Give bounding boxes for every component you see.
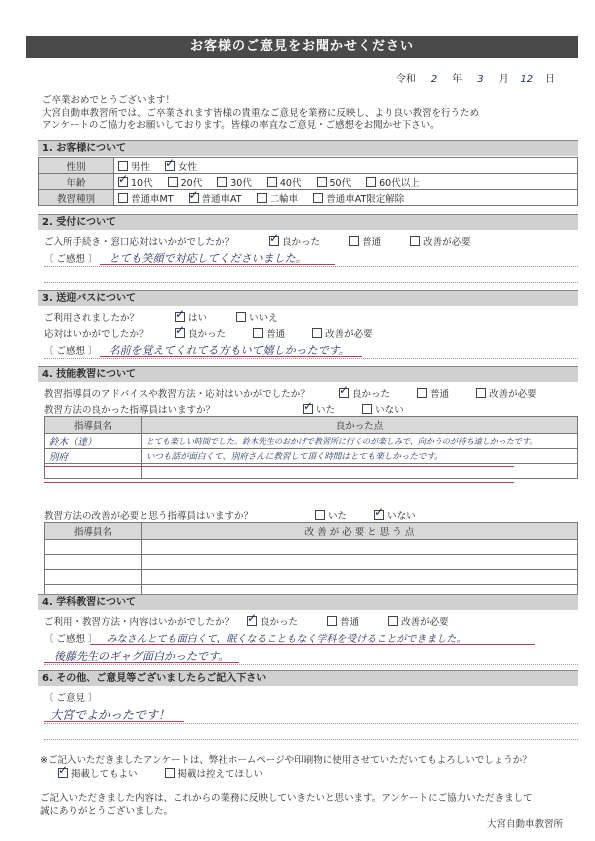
option-label: 掲載は控えてほしい (177, 769, 264, 780)
table-row (45, 449, 578, 464)
checkbox-checked[interactable] (118, 177, 128, 187)
option-label: いない (387, 511, 416, 522)
table-row (45, 434, 578, 449)
customer-table (38, 157, 578, 206)
section-heading-other: 6. その他、ご意見等ございましたらご記入下さい (38, 670, 578, 686)
option-yes[interactable] (315, 508, 347, 522)
closing-line: ご記入いただきました内容は、これからの業務に反映していきたいと思います。アンケートにご協力いただきまして (40, 793, 533, 804)
option-label: 50代 (329, 177, 352, 189)
option-50s[interactable] (317, 175, 352, 189)
option-male[interactable] (118, 159, 150, 173)
checkbox[interactable] (217, 177, 227, 187)
comment-label: 〔 ご意見 〕 (44, 693, 98, 704)
option-label: 10代 (131, 177, 153, 189)
question-text: ご入所手続き・窓口応対はいかがでしたか？ (44, 237, 235, 248)
option-label: 二輪車 (269, 193, 299, 205)
instructor-name[interactable] (45, 570, 142, 585)
question-text: 教習方法の良かった指導員はいますか？ (44, 405, 216, 416)
option-40s[interactable] (267, 175, 302, 189)
section-heading-academic: 4. 学科教習について (38, 594, 578, 610)
question-text: 教習方法の改善が必要と思う指導員はいますか？ (44, 511, 254, 522)
table-row (45, 570, 578, 585)
option-label: いた (316, 405, 336, 416)
row-age (39, 174, 578, 190)
comment-underline (100, 356, 362, 357)
age-options (114, 174, 578, 190)
option-no[interactable] (362, 402, 404, 416)
option-yes[interactable] (175, 310, 207, 324)
option-good[interactable] (247, 614, 298, 628)
closing-line: 誠にありがとうございました。 (40, 806, 174, 817)
section-heading-reception: 2. 受付について (38, 214, 578, 230)
intro-text (42, 95, 562, 133)
checkbox-checked[interactable] (175, 312, 185, 322)
organization-name: 大宮自動車教習所 (486, 819, 563, 830)
comment-underline (100, 264, 335, 265)
checkbox[interactable] (118, 193, 128, 203)
dotted-line (44, 266, 578, 267)
date-era: 令和 (395, 74, 416, 85)
checkbox[interactable] (317, 177, 327, 187)
option-yes[interactable] (303, 402, 335, 416)
academic-comment-1[interactable]: みなさんとても面白くて、眠くなることもなく学科を受けることができました。 (106, 634, 467, 645)
date-day-unit: 日 (545, 74, 555, 85)
date-line (396, 70, 555, 85)
dotted-line (44, 282, 578, 283)
option-label: 普通 (266, 329, 286, 340)
option-label: 改善が必要 (401, 617, 449, 628)
comment-label: 〔 ご感想 〕 (44, 346, 98, 357)
checkbox[interactable] (476, 388, 486, 398)
shuttle-q2-row (44, 326, 385, 340)
column-header: 良かった点 (142, 417, 578, 434)
academic-question-row (44, 614, 461, 628)
instructor-point[interactable]: とても楽しい時間でした。鈴木先生のおかげで教習所に行くのが楽しみで、向かうのが待ち遠しかったです。 (142, 434, 578, 449)
table-header (45, 417, 578, 434)
instructor-name[interactable] (45, 555, 142, 570)
improve-point[interactable] (142, 555, 578, 570)
checkbox[interactable] (388, 616, 398, 626)
option-label: 普通 (362, 237, 382, 248)
practical-q2-row (44, 402, 416, 416)
shuttle-q1-row (44, 310, 290, 324)
reception-question-row (44, 234, 483, 248)
option-label: 普通車MT (131, 193, 174, 205)
option-label: 良かった (282, 237, 321, 248)
option-label: 改善が必要 (489, 389, 537, 400)
option-label: はい (188, 313, 208, 324)
date-year-unit: 年 (452, 74, 463, 85)
option-label: 良かった (352, 389, 391, 400)
comment-underline (90, 644, 535, 645)
option-label: 普通車AT限定解除 (326, 193, 405, 205)
checkbox-checked[interactable] (339, 388, 349, 398)
age-label: 年齢 (39, 174, 114, 190)
date-month-unit: 月 (498, 74, 509, 85)
option-good[interactable] (269, 234, 320, 248)
checkbox[interactable] (315, 510, 325, 520)
instructor-name[interactable] (45, 540, 142, 555)
option-label: 掲載してもよい (71, 769, 138, 780)
publish-options (58, 766, 275, 780)
checkbox-checked[interactable] (269, 236, 279, 246)
checkbox[interactable] (366, 177, 376, 187)
other-comment[interactable]: 大宮でよかったです！ (50, 708, 171, 722)
question-text: ご利用されましたか？ (44, 313, 140, 324)
option-improve[interactable] (476, 386, 537, 400)
intro-line: アンケートのご協力をお願いしております。皆様の率直なご意見・ご感想をお聞かせ下さい。 (42, 120, 440, 131)
option-label: 20代 (180, 177, 203, 189)
option-improve[interactable] (312, 326, 373, 340)
date-day[interactable]: 12 (520, 74, 534, 85)
checkbox-checked[interactable] (247, 616, 257, 626)
column-header: 指導員名 (45, 417, 142, 434)
instructor-point[interactable]: いつも話が面白くて、別府さんに教習して頂く時間はとても楽しかったです。 (142, 449, 578, 464)
row-course (39, 190, 578, 206)
option-mt[interactable] (118, 191, 174, 205)
column-header: 改 善 が 必 要 と 思 う 点 (142, 523, 578, 540)
option-label: 普通車AT (201, 193, 242, 205)
improve-point[interactable] (142, 570, 578, 585)
comment-underline (44, 721, 184, 722)
option-good[interactable] (175, 326, 226, 340)
option-label: 60代以上 (379, 177, 420, 189)
gender-label: 性別 (39, 158, 114, 174)
academic-comment-2[interactable]: 後藤先生のギャグ面白かったです。 (54, 650, 230, 663)
option-normal[interactable] (327, 614, 359, 628)
checkbox-checked[interactable] (189, 193, 199, 203)
practical-q3-row (44, 508, 428, 522)
page-title: お客様のご意見をお聞かせください (26, 36, 578, 58)
checkbox-checked[interactable] (374, 510, 384, 520)
option-20s[interactable] (168, 175, 203, 189)
course-options (114, 190, 578, 206)
course-label: 教習種別 (39, 190, 114, 206)
option-female[interactable] (165, 159, 197, 173)
comment-underline (44, 466, 514, 467)
option-bike[interactable] (257, 191, 299, 205)
checkbox[interactable] (236, 312, 246, 322)
checkbox[interactable] (168, 177, 178, 187)
checkbox[interactable] (349, 236, 359, 246)
improve-instructor-table (44, 522, 578, 600)
option-publish-no[interactable] (165, 766, 264, 780)
table-row (45, 540, 578, 555)
option-label: 改善が必要 (423, 237, 471, 248)
option-label: 良かった (260, 617, 299, 628)
dotted-line (44, 723, 578, 724)
option-publish-ok[interactable] (58, 766, 138, 780)
option-no[interactable] (236, 310, 278, 324)
option-normal[interactable] (253, 326, 285, 340)
table-row (45, 555, 578, 570)
other-comment-label-row (44, 690, 98, 704)
dotted-line (44, 664, 578, 665)
good-instructor-table (44, 416, 578, 479)
option-label: 男性 (131, 161, 151, 173)
checkbox[interactable] (410, 236, 420, 246)
checkbox[interactable] (362, 404, 372, 414)
comment-label: 〔 ご感想 〕 (44, 254, 98, 265)
section-heading-shuttle: 3. 送迎バスについて (38, 290, 578, 306)
practical-q1-row (44, 386, 549, 400)
option-label: 女性 (178, 161, 198, 173)
option-label: 改善が必要 (325, 329, 373, 340)
option-improve[interactable] (410, 234, 471, 248)
intro-line: 大宮自動車教習所では、ご卒業されます皆様の貴重なご意見を業務に反映し、より良い教習を行うため (42, 107, 480, 119)
option-60s-plus[interactable] (366, 175, 420, 189)
option-label: 40代 (279, 177, 302, 189)
date-month[interactable]: 3 (477, 74, 484, 85)
date-year[interactable]: 2 (430, 74, 438, 85)
checkbox[interactable] (253, 328, 263, 338)
checkbox-checked[interactable] (303, 404, 313, 414)
improve-point[interactable] (142, 540, 578, 555)
instructor-name[interactable]: 鈴木（達） (45, 434, 142, 449)
section-heading-practical: 4. 技能教習について (38, 366, 578, 382)
checkbox[interactable] (417, 388, 427, 398)
option-label: いた (328, 511, 348, 522)
checkbox[interactable] (118, 161, 128, 171)
question-text: 教習指導員のアドバイスや教習方法・応対はいかがでしたか？ (44, 389, 310, 400)
option-at[interactable] (189, 191, 242, 205)
comment-label: 〔 ご感想 〕 (44, 634, 98, 645)
checkbox[interactable] (313, 193, 323, 203)
publish-question: ※ご記入いただきましたアンケートは、弊社ホームページや印刷物に使用させていただいてもよろしいでしょうか？ (40, 755, 532, 766)
option-good[interactable] (339, 386, 390, 400)
option-normal[interactable] (349, 234, 381, 248)
option-improve[interactable] (388, 614, 449, 628)
reception-comment[interactable]: とても笑顔で対応してくださいました。 (108, 252, 307, 265)
checkbox-checked[interactable] (165, 161, 175, 171)
dotted-line (44, 739, 578, 740)
table-header (45, 523, 578, 540)
option-label: 30代 (230, 177, 252, 189)
option-at-lift[interactable] (313, 191, 404, 205)
instructor-name[interactable]: 別府 (45, 449, 142, 464)
academic-comment-row (44, 630, 466, 645)
question-text: ご利用・教習方法・内容はいかがでしたか？ (44, 617, 235, 628)
shuttle-comment[interactable]: 名前を覚えてくれてる方もいて嬉しかったです。 (108, 344, 350, 357)
option-label: いない (375, 405, 404, 416)
gender-options (114, 158, 578, 174)
option-normal[interactable] (417, 386, 449, 400)
checkbox[interactable] (327, 616, 337, 626)
checkbox-checked[interactable] (58, 768, 68, 778)
checkbox[interactable] (165, 768, 175, 778)
option-label: 普通 (340, 617, 360, 628)
checkbox[interactable] (257, 193, 267, 203)
option-label: いいえ (249, 313, 278, 324)
intro-line: ご卒業おめでとうございます！ (42, 95, 176, 106)
checkbox-checked[interactable] (175, 328, 185, 338)
option-30s[interactable] (217, 175, 252, 189)
option-label: 良かった (188, 329, 227, 340)
option-no[interactable] (374, 508, 416, 522)
option-label: 普通 (430, 389, 450, 400)
comment-underline (44, 662, 239, 663)
checkbox[interactable] (312, 328, 322, 338)
section-heading-customer: 1. お客様について (38, 140, 578, 156)
question-text: 応対はいかがでしたか？ (44, 329, 149, 340)
checkbox[interactable] (267, 177, 277, 187)
dotted-line (44, 358, 578, 359)
option-10s[interactable] (118, 175, 153, 189)
comment-underline (44, 482, 514, 483)
column-header: 指導員名 (45, 523, 142, 540)
